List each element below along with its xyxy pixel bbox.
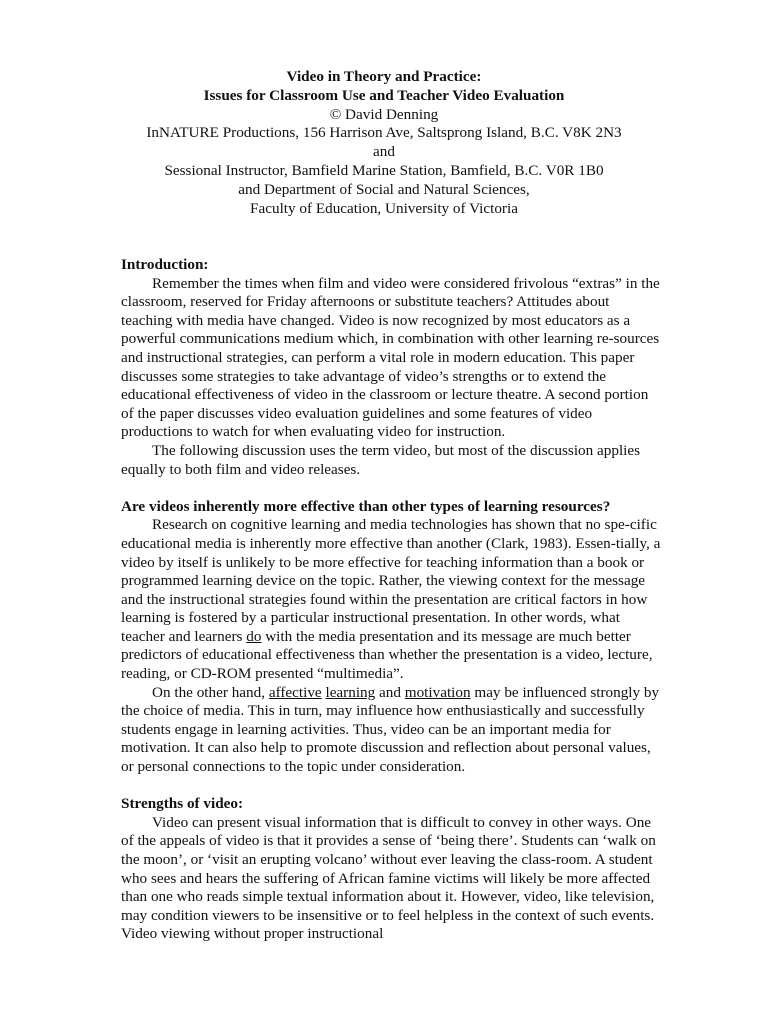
text-run: with the media presentation and its message are much better predictors of educational effectiveness than whether the presentation is a video, lecture, reading, or CD-ROM presented “multimedia”.: [121, 627, 653, 683]
text-run: On the other hand,: [152, 683, 269, 701]
paragraph: Remember the times when film and video were considered frivolous “extras” in the classroom, reserved for Friday afternoons or substitute teachers? Attitudes about teaching with media have changed. Video is now recognized by most educators as a powerful communications medium which, in combination with other learning re-sources and instructional strategies, can perform a vital role in modern education. This paper discusses some strategies to take advantage of video’s strengths or to extend the educational effectiveness of video in the classroom or lecture theatre. A second portion of the paper discusses video evaluation guidelines and some features of video productions to watch for when evaluating video for instruction.: [121, 274, 660, 441]
text-run: Research on cognitive learning and media technologies has shown that no spe-cific educational media is inherently more effective than another (Clark, 1983). Essen-tially, a video by itself is unlikely to be more effective for teaching information than a book or programmed learning device on the topic. Rather, the viewing context for the message and the instructional strategies found within the presentation are critical factors in how learning is fostered by a particular instructional presentation. In other words, what teacher and learners: [121, 516, 661, 645]
paragraph: The following discussion uses the term video, but most of the discussion applies equally to both film and video releases.: [121, 441, 641, 478]
author-line: © David Denning: [329, 105, 439, 123]
spacer: [121, 479, 661, 498]
spacer: [121, 777, 661, 796]
affiliation-line: Sessional Instructor, Bamfield Marine Station, Bamfield, B.C. V0R 1B0: [164, 161, 604, 179]
underlined-word-motivation: motivation: [404, 683, 471, 701]
underlined-word-do: do: [246, 627, 262, 645]
underlined-word-learning: learning: [325, 683, 376, 701]
affiliation-line: and Department of Social and Natural Sciences,: [238, 180, 530, 198]
affiliation-line: Faculty of Education, University of Victoria: [250, 199, 518, 217]
section-heading-strengths: Strengths of video:: [121, 795, 244, 813]
underlined-word-affective: affective: [268, 683, 322, 701]
paragraph: [121, 516, 661, 683]
document-body: [121, 256, 661, 944]
affiliation-line: InNATURE Productions, 156 Harrison Ave, Saltsprong Island, B.C. V8K 2N3: [146, 124, 622, 142]
document-subtitle: Issues for Classroom Use and Teacher Video Evaluation: [203, 86, 565, 104]
section-heading-effectiveness: Are videos inherently more effective than other types of learning resources?: [121, 497, 611, 515]
text-run: may be influenced strongly by the choice of media. This in turn, may influence how enthusiastically and successfully students engage in learning activities. Thus, video can be an important media for motivation. It can also help to promote discussion and reflection about personal values, or personal connections to the topic under consideration.: [121, 683, 660, 776]
text-run: and: [375, 683, 405, 701]
paragraph: Video can present visual information that is difficult to convey in other ways. One of the appeals of video is that it provides a sense of ‘being there’. Students can ‘walk on the moon’, or ‘visit an erupting volcano’ without ever leaving the class-room. A student who sees and hears the suffering of African famine victims will likely be more affected than one who reads simple textual information about it. However, video, like television, may condition viewers to be insensitive or to feel helpless in the context of such events. Video viewing without proper instructional: [121, 813, 656, 943]
paragraph: [121, 684, 661, 777]
section-heading-introduction: Introduction:: [121, 256, 209, 273]
document-title: Video in Theory and Practice:: [286, 68, 482, 85]
document-header: [0, 68, 768, 218]
affiliation-and: and: [373, 143, 395, 161]
